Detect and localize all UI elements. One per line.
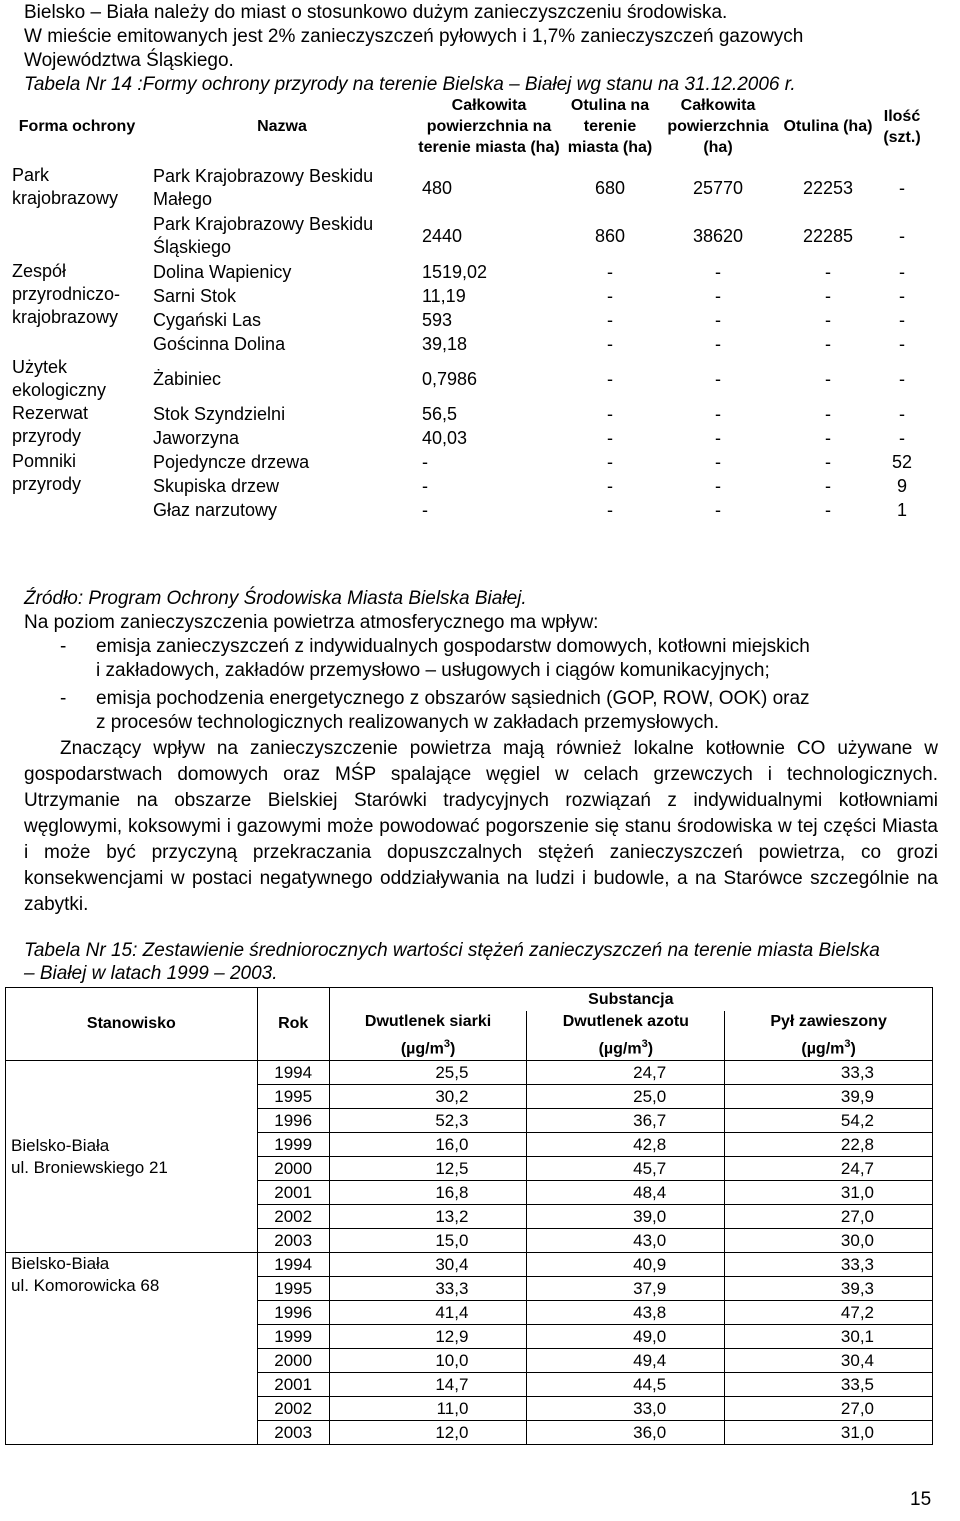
cell-calk: - <box>715 403 721 424</box>
cell-otulina-miasta: - <box>607 309 613 330</box>
cell-pyl: 31,0 <box>725 1181 933 1205</box>
cell-otulina-miasta: - <box>607 403 613 424</box>
cell-ilosc: - <box>899 177 905 198</box>
intro-line-3: Województwa Śląskiego. <box>24 50 234 71</box>
cell-rok: 1994 <box>257 1061 329 1085</box>
intro-line-2: W mieście emitowanych jest 2% zanieczyszczeń pyłowych i 1,7% zanieczyszczeń gazowych <box>24 26 804 47</box>
cell-calk: - <box>715 451 721 472</box>
source-note: Źródło: Program Ochrony Środowiska Miasta Bielska Białej. <box>24 588 527 609</box>
body-paragraph: Znaczący wpływ na zanieczyszczenie powietrza mają również lokalne kotłownie CO używane w gospodarstwach domowych oraz MŚP spalające węgiel w celach grzewczych i technologicznych. Utrzymanie na obszarze Bielskiej Starówki tradycyjnych rozwiązań z indywidualnymi kotłowniami węglowymi, koksowymi i gazowymi może powodować pogorszenie się stanu środowiska w tej części Miasta i może być przyczyną przekraczania dopuszczalnych stężeń zanieczyszczeń powietrza, co grozi konsekwencjami w postaci negatywnego oddziaływania na ludzi i budowle, a na Starówce szczególnie na zabytki. <box>24 738 938 915</box>
cell-name: Żabiniec <box>153 368 222 389</box>
cell-ilosc: 9 <box>896 475 907 496</box>
header-nazwa: Nazwa <box>257 118 307 135</box>
cell-so2: 16,0 <box>329 1133 527 1157</box>
cell-calk: - <box>715 475 721 496</box>
cell-name: Park Krajobrazowy Beskidu Śląskiego <box>153 214 374 257</box>
cell-name: Jaworzyna <box>153 427 240 448</box>
cell-no2: 33,0 <box>527 1397 725 1421</box>
cell-no2: 36,7 <box>527 1109 725 1133</box>
cell-calk-miasta: 0,7986 <box>422 368 478 389</box>
cell-ilosc: - <box>899 285 905 306</box>
cell-so2: 12,0 <box>329 1421 527 1445</box>
cell-so2: 13,2 <box>329 1205 527 1229</box>
table-row <box>4 164 928 212</box>
cell-otulina: - <box>825 499 831 520</box>
station-cell <box>6 1253 258 1445</box>
cell-otulina: - <box>825 451 831 472</box>
cell-rok: 1999 <box>257 1133 329 1157</box>
cell-calk-miasta: 56,5 <box>422 403 458 424</box>
category-cell: Użytek ekologiczny <box>12 357 107 400</box>
cell-ilosc: - <box>899 261 905 282</box>
cell-no2: 37,9 <box>527 1277 725 1301</box>
cell-name: Głaz narzutowy <box>153 499 278 520</box>
cell-no2: 40,9 <box>527 1253 725 1277</box>
cell-calk: - <box>715 285 721 306</box>
cell-rok: 1999 <box>257 1325 329 1349</box>
cell-pyl: 30,1 <box>725 1325 933 1349</box>
cell-otulina: - <box>825 403 831 424</box>
cell-rok: 2000 <box>257 1349 329 1373</box>
cell-pyl: 39,3 <box>725 1277 933 1301</box>
cell-pyl: 22,8 <box>725 1133 933 1157</box>
cell-name: Dolina Wapienicy <box>153 261 292 282</box>
cell-ilosc: - <box>899 403 905 424</box>
cell-pyl: 54,2 <box>725 1109 933 1133</box>
cell-ilosc: - <box>899 225 905 246</box>
cell-calk: 38620 <box>692 225 744 246</box>
cell-calk-miasta: - <box>422 499 428 520</box>
cell-rok: 1994 <box>257 1253 329 1277</box>
cell-rok: 2002 <box>257 1205 329 1229</box>
cell-rok: 2000 <box>257 1157 329 1181</box>
cell-calk: - <box>715 333 721 354</box>
table14-caption: Tabela Nr 14 :Formy ochrony przyrody na terenie Bielska – Białej wg stanu na 31.12.2006 r. <box>24 74 796 95</box>
header-substancja: Substancja <box>329 988 932 1012</box>
cell-so2: 25,5 <box>329 1061 527 1085</box>
cell-name: Stok Szyndzielni <box>153 403 286 424</box>
cell-otulina: 22285 <box>802 225 854 246</box>
cell-so2: 41,4 <box>329 1301 527 1325</box>
cell-no2: 43,0 <box>527 1229 725 1253</box>
cell-otulina-miasta: 860 <box>594 225 626 246</box>
cell-no2: 42,8 <box>527 1133 725 1157</box>
bullet-2-line-1: emisja pochodzenia energetycznego z obszarów sąsiednich (GOP, ROW, OOK) oraz <box>96 688 810 709</box>
cell-pyl: 33,5 <box>725 1373 933 1397</box>
cell-so2: 52,3 <box>329 1109 527 1133</box>
header-forma: Forma ochrony <box>18 118 136 135</box>
cell-calk: - <box>715 261 721 282</box>
header-stanowisko: Stanowisko <box>6 988 258 1061</box>
cell-ilosc: 52 <box>891 451 913 472</box>
category-cell: Rezerwat przyrody <box>12 403 89 446</box>
cell-no2: 44,5 <box>527 1373 725 1397</box>
cell-otulina: - <box>825 427 831 448</box>
header-calk-miasta: Całkowita powierzchnia na terenie miasta (ha) <box>418 97 560 156</box>
table-row <box>4 356 928 402</box>
cell-calk: - <box>715 309 721 330</box>
table-row <box>6 1061 933 1085</box>
table15-caption-line-2: – Białej w latach 1999 – 2003. <box>24 963 278 984</box>
cell-otulina: - <box>825 333 831 354</box>
header-ilosc: Ilość (szt.) <box>883 107 921 146</box>
cell-otulina: - <box>825 368 831 389</box>
cell-rok: 2001 <box>257 1181 329 1205</box>
cell-name: Gościnna Dolina <box>153 333 286 354</box>
cell-otulina-miasta: - <box>607 427 613 448</box>
table15-caption-line-1: Tabela Nr 15: Zestawienie średniorocznych wartości stężeń zanieczyszczeń na terenie miasta Bielska <box>24 940 880 961</box>
cell-otulina: - <box>825 475 831 496</box>
table14-header-row <box>4 95 928 158</box>
cell-otulina-miasta: - <box>607 499 613 520</box>
category-cell: Park krajobrazowy <box>12 165 119 208</box>
table-row <box>6 1253 933 1277</box>
cell-no2: 24,7 <box>527 1061 725 1085</box>
cell-rok: 1996 <box>257 1109 329 1133</box>
cell-otulina: 22253 <box>802 177 854 198</box>
cell-otulina-miasta: - <box>607 368 613 389</box>
cell-rok: 1995 <box>257 1277 329 1301</box>
cell-calk-miasta: 40,03 <box>422 427 468 448</box>
cell-calk-miasta: - <box>422 451 428 472</box>
cell-rok: 2003 <box>257 1229 329 1253</box>
cell-calk-miasta: 39,18 <box>422 333 468 354</box>
header-otulina: Otulina (ha) <box>783 118 873 135</box>
bullet-2-line-2: z procesów technologicznych realizowanych w zakładach przemysłowych. <box>96 712 720 733</box>
body-lead: Na poziom zanieczyszczenia powietrza atmosferycznego ma wpływ: <box>24 612 599 633</box>
cell-calk: - <box>715 368 721 389</box>
cell-otulina-miasta: - <box>607 285 613 306</box>
cell-calk: 25770 <box>692 177 744 198</box>
cell-calk-miasta: 480 <box>422 177 453 198</box>
cell-calk-miasta: 2440 <box>422 225 463 246</box>
cell-so2: 11,0 <box>329 1397 527 1421</box>
cell-pyl: 39,9 <box>725 1085 933 1109</box>
cell-pyl: 27,0 <box>725 1205 933 1229</box>
cell-pyl: 24,7 <box>725 1157 933 1181</box>
header-otulina-miasta: Otulina na terenie miasta (ha) <box>567 97 653 156</box>
cell-calk-miasta: - <box>422 475 428 496</box>
cell-ilosc: - <box>899 309 905 330</box>
cell-ilosc: - <box>899 427 905 448</box>
cell-rok: 1995 <box>257 1085 329 1109</box>
cell-otulina-miasta: 680 <box>594 177 626 198</box>
cell-no2: 25,0 <box>527 1085 725 1109</box>
cell-no2: 49,4 <box>527 1349 725 1373</box>
cell-rok: 2001 <box>257 1373 329 1397</box>
cell-name: Pojedyncze drzewa <box>153 451 310 472</box>
cell-otulina-miasta: - <box>607 451 613 472</box>
bullet-dash-1: - <box>60 636 67 657</box>
cell-calk-miasta: 11,19 <box>422 285 466 306</box>
cell-name: Park Krajobrazowy Beskidu Małego <box>153 166 374 209</box>
cell-rok: 2002 <box>257 1397 329 1421</box>
category-cell: Pomniki przyrody <box>12 451 82 494</box>
intro-line-1: Bielsko – Biała należy do miast o stosunkowo dużym zanieczyszczeniu środowiska. <box>24 2 728 23</box>
bullet-1-line-2: i zakładowych, zakładów przemysłowo – usługowych i ciągów komunikacyjnych; <box>96 660 770 681</box>
header-so2: Dwutlenek siarki $(\mu g/m^3)$ <box>329 1011 527 1061</box>
station-street: ul. Komorowicka 68 <box>11 1276 160 1296</box>
header-rok: Rok <box>257 988 329 1061</box>
header-no2: Dwutlenek azotu $(\mu g/m^3)$ <box>527 1011 725 1061</box>
category-cell: Zespół przyrodniczo-krajobrazowy <box>12 261 121 327</box>
cell-otulina: - <box>825 309 831 330</box>
cell-ilosc: 1 <box>896 499 907 520</box>
cell-rok: 1996 <box>257 1301 329 1325</box>
table-row <box>4 260 928 284</box>
cell-otulina-miasta: - <box>607 333 613 354</box>
cell-ilosc: - <box>899 368 905 389</box>
cell-otulina: - <box>825 261 831 282</box>
cell-no2: 48,4 <box>527 1181 725 1205</box>
cell-ilosc: - <box>899 333 905 354</box>
cell-no2: 43,8 <box>527 1301 725 1325</box>
cell-so2: 12,5 <box>329 1157 527 1181</box>
air-pollution-table <box>5 987 933 1445</box>
cell-otulina: - <box>825 285 831 306</box>
page-number: 15 <box>910 1489 932 1510</box>
cell-so2: 12,9 <box>329 1325 527 1349</box>
cell-so2: 33,3 <box>329 1277 527 1301</box>
nature-protection-table <box>4 95 928 522</box>
header-pyl: Pył zawieszony $(\mu g/m^3)$ <box>725 1011 933 1061</box>
cell-so2: 15,0 <box>329 1229 527 1253</box>
cell-pyl: 31,0 <box>725 1421 933 1445</box>
cell-pyl: 33,3 <box>725 1061 933 1085</box>
cell-so2: 14,7 <box>329 1373 527 1397</box>
cell-otulina-miasta: - <box>607 261 613 282</box>
cell-so2: 30,4 <box>329 1253 527 1277</box>
cell-name: Skupiska drzew <box>153 475 280 496</box>
cell-pyl: 30,0 <box>725 1229 933 1253</box>
cell-otulina-miasta: - <box>607 475 613 496</box>
cell-pyl: 30,4 <box>725 1349 933 1373</box>
table15-header-row-1 <box>6 988 933 1012</box>
cell-name: Sarni Stok <box>153 285 237 306</box>
cell-no2: 45,7 <box>527 1157 725 1181</box>
station-city: Bielsko-Biała <box>11 1254 110 1274</box>
cell-rok: 2003 <box>257 1421 329 1445</box>
cell-calk: - <box>715 499 721 520</box>
cell-name: Cygański Las <box>153 309 262 330</box>
station-cell <box>6 1061 258 1253</box>
bullet-1-line-1: emisja zanieczyszczeń z indywidualnych gospodarstw domowych, kotłowni miejskich <box>96 636 810 657</box>
cell-pyl: 47,2 <box>725 1301 933 1325</box>
bullet-dash-2: - <box>60 688 67 709</box>
cell-no2: 36,0 <box>527 1421 725 1445</box>
cell-no2: 49,0 <box>527 1325 725 1349</box>
table-row <box>4 450 928 474</box>
cell-pyl: 33,3 <box>725 1253 933 1277</box>
cell-calk: - <box>715 427 721 448</box>
header-calk: Całkowita powierzchnia (ha) <box>667 97 769 156</box>
cell-no2: 39,0 <box>527 1205 725 1229</box>
cell-so2: 16,8 <box>329 1181 527 1205</box>
cell-so2: 10,0 <box>329 1349 527 1373</box>
cell-so2: 30,2 <box>329 1085 527 1109</box>
cell-pyl: 27,0 <box>725 1397 933 1421</box>
cell-calk-miasta: 593 <box>422 309 453 330</box>
station-street: ul. Broniewskiego 21 <box>11 1157 168 1177</box>
station-city: Bielsko-Biała <box>11 1135 110 1155</box>
cell-calk-miasta: 1519,02 <box>422 261 488 282</box>
table-row <box>4 402 928 426</box>
